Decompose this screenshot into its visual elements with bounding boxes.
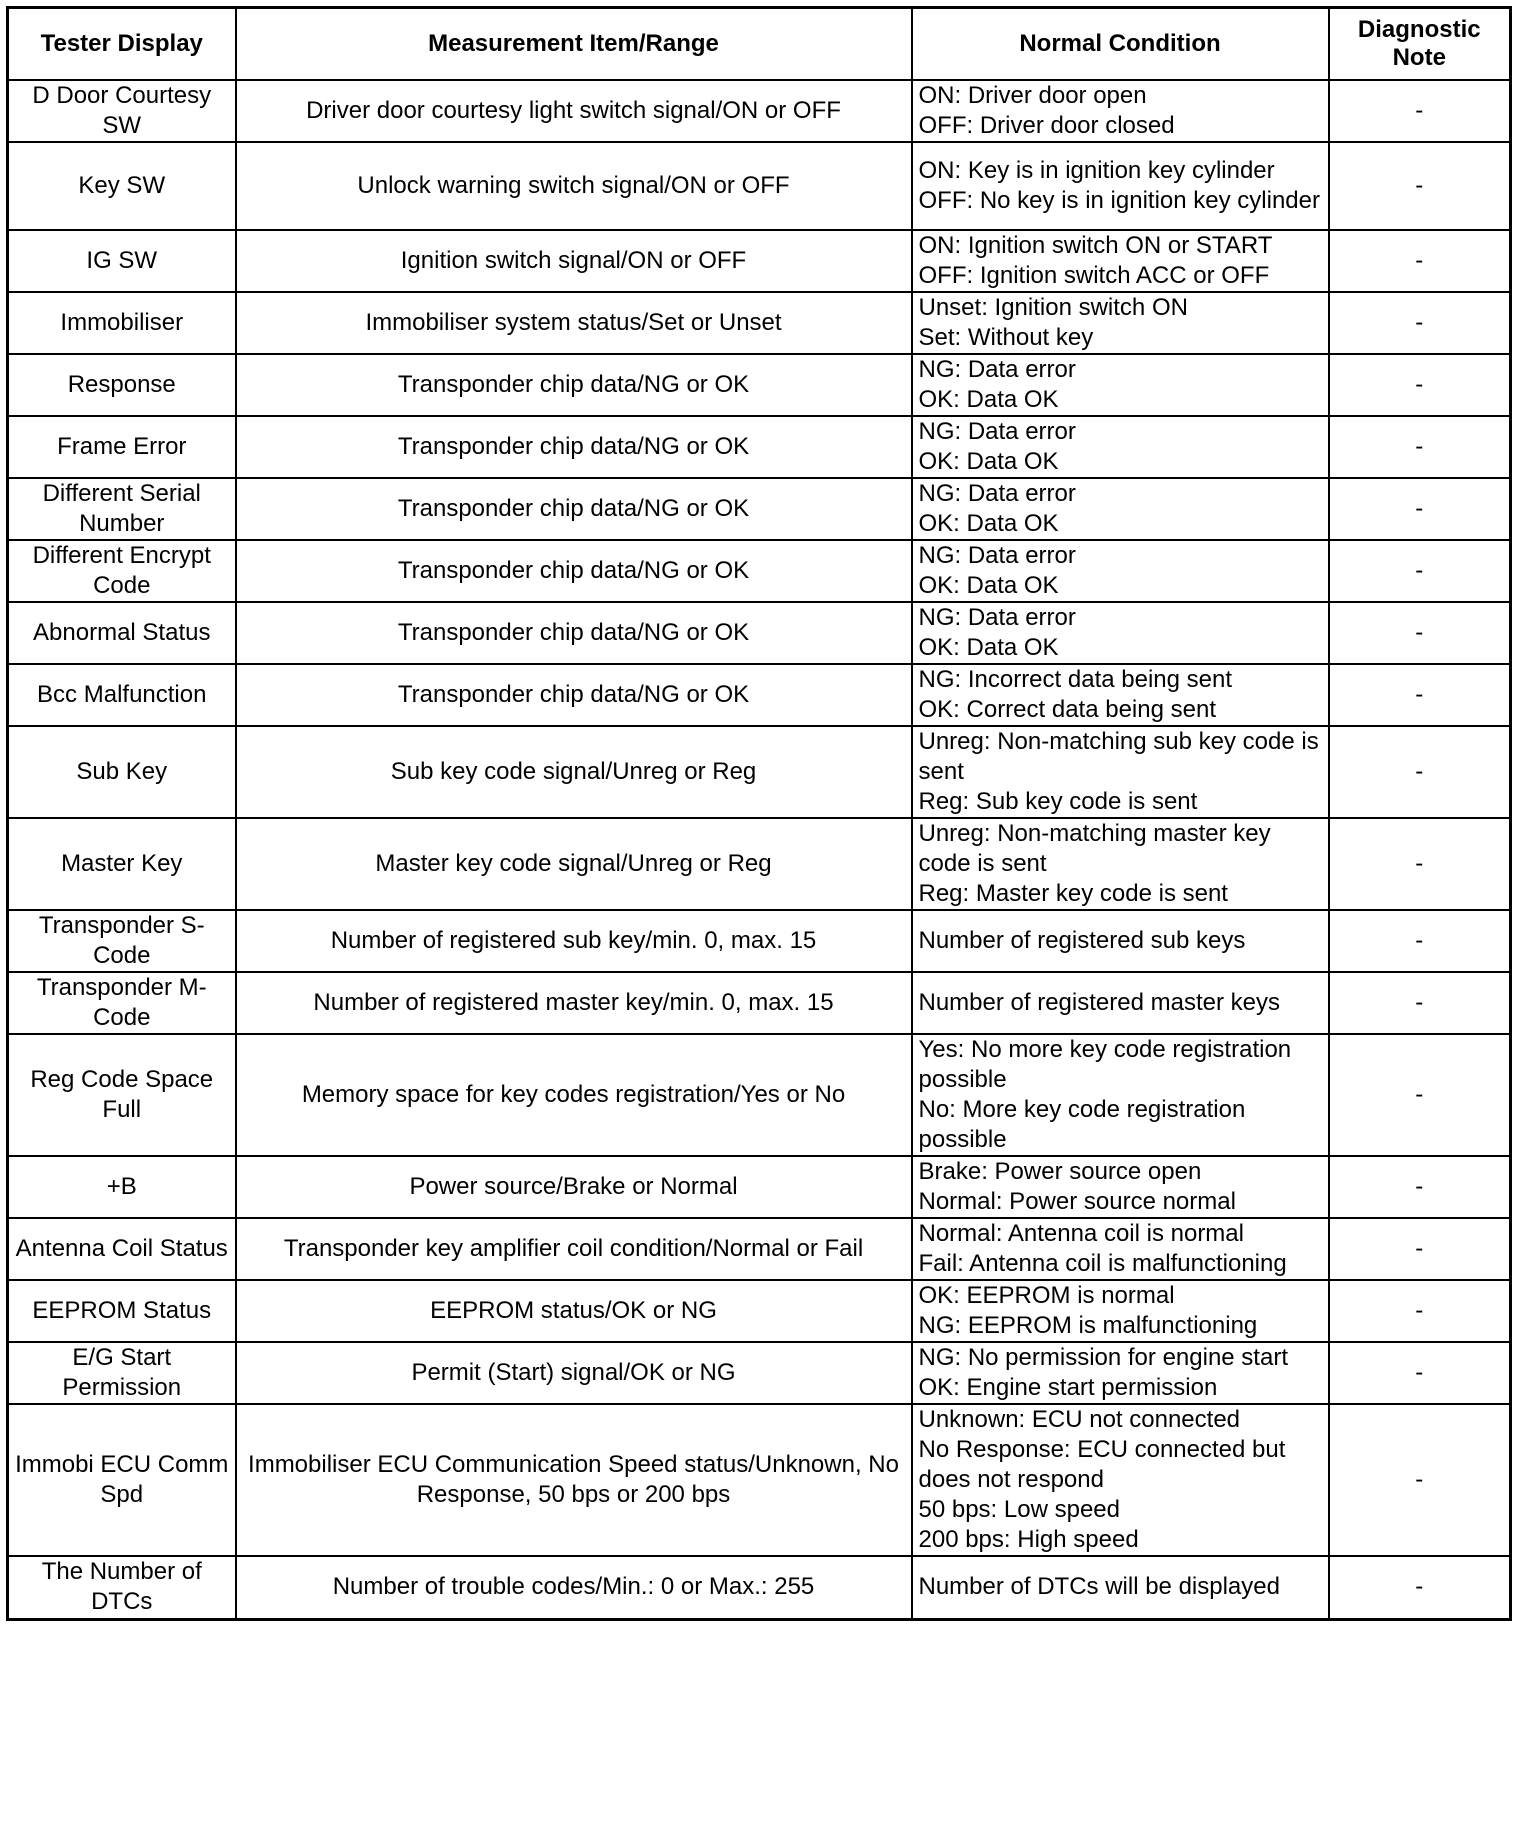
cell-normal-condition (912, 972, 1329, 1034)
normal-condition-line: NG: Data error (918, 542, 1076, 569)
cell-tester-display: Reg Code Space Full (8, 1034, 236, 1156)
table-row (8, 1342, 1511, 1404)
cell-diagnostic-note: - (1329, 540, 1511, 602)
cell-tester-display: IG SW (8, 230, 236, 292)
cell-measurement-item: Immobiliser system status/Set or Unset (236, 292, 912, 354)
normal-condition-line: Reg: Sub key code is sent (918, 788, 1198, 815)
cell-diagnostic-note: - (1329, 354, 1511, 416)
table-row (8, 540, 1511, 602)
header-diagnostic-note: Diagnostic Note (1329, 8, 1511, 81)
cell-measurement-item: Number of registered master key/min. 0, max. 15 (236, 972, 912, 1034)
cell-tester-display: Immobiliser (8, 292, 236, 354)
cell-measurement-item: Unlock warning switch signal/ON or OFF (236, 142, 912, 230)
cell-normal-condition (912, 292, 1329, 354)
cell-normal-condition (912, 80, 1329, 142)
table-row (8, 1218, 1511, 1280)
cell-measurement-item: Ignition switch signal/ON or OFF (236, 230, 912, 292)
normal-condition-line: NG: Data error (918, 418, 1076, 445)
normal-condition-line: Reg: Master key code is sent (918, 880, 1228, 907)
cell-normal-condition (912, 910, 1329, 972)
cell-diagnostic-note: - (1329, 1404, 1511, 1556)
normal-condition-line: NG: Data error (918, 604, 1076, 631)
cell-measurement-item: Number of trouble codes/Min.: 0 or Max.: 255 (236, 1556, 912, 1619)
normal-condition-line: Yes: No more key code registration possible (918, 1036, 1292, 1093)
normal-condition-line: OK: Data OK (918, 572, 1059, 599)
cell-measurement-item: Transponder chip data/NG or OK (236, 664, 912, 726)
normal-condition-line: ON: Driver door open (918, 82, 1147, 109)
cell-diagnostic-note: - (1329, 726, 1511, 818)
normal-condition-line: OFF: Ignition switch ACC or OFF (918, 262, 1270, 289)
cell-measurement-item: Number of registered sub key/min. 0, max. 15 (236, 910, 912, 972)
table-row (8, 354, 1511, 416)
cell-tester-display: Master Key (8, 818, 236, 910)
normal-condition-line: OK: Engine start permission (918, 1374, 1218, 1401)
cell-measurement-item: Transponder chip data/NG or OK (236, 478, 912, 540)
table-row (8, 142, 1511, 230)
cell-measurement-item: Transponder chip data/NG or OK (236, 540, 912, 602)
normal-condition-line: OK: Correct data being sent (918, 696, 1216, 723)
normal-condition-line: Unset: Ignition switch ON (918, 294, 1188, 321)
cell-diagnostic-note: - (1329, 1034, 1511, 1156)
cell-tester-display: Transponder S-Code (8, 910, 236, 972)
header-tester-display: Tester Display (8, 8, 236, 81)
table-row (8, 1156, 1511, 1218)
cell-measurement-item: Transponder chip data/NG or OK (236, 602, 912, 664)
cell-tester-display: The Number of DTCs (8, 1556, 236, 1619)
cell-normal-condition (912, 1218, 1329, 1280)
table-row (8, 1034, 1511, 1156)
cell-tester-display: Different Encrypt Code (8, 540, 236, 602)
cell-normal-condition (912, 1342, 1329, 1404)
cell-normal-condition (912, 1556, 1329, 1619)
normal-condition-line: NG: Data error (918, 480, 1076, 507)
cell-diagnostic-note: - (1329, 1156, 1511, 1218)
table-body (8, 80, 1511, 1619)
normal-condition-line: OFF: Driver door closed (918, 112, 1175, 139)
normal-condition-line: Number of registered master keys (918, 989, 1280, 1016)
cell-tester-display: Response (8, 354, 236, 416)
table-row (8, 664, 1511, 726)
cell-normal-condition (912, 540, 1329, 602)
table-row (8, 726, 1511, 818)
cell-normal-condition (912, 1280, 1329, 1342)
cell-diagnostic-note: - (1329, 1280, 1511, 1342)
normal-condition-line: NG: Data error (918, 356, 1076, 383)
cell-tester-display: E/G Start Permission (8, 1342, 236, 1404)
table-row (8, 1556, 1511, 1619)
cell-measurement-item: Sub key code signal/Unreg or Reg (236, 726, 912, 818)
normal-condition-line: OK: Data OK (918, 448, 1059, 475)
cell-diagnostic-note: - (1329, 142, 1511, 230)
cell-measurement-item: Transponder chip data/NG or OK (236, 416, 912, 478)
normal-condition-line: Number of registered sub keys (918, 927, 1246, 954)
normal-condition-line: 200 bps: High speed (918, 1526, 1139, 1553)
cell-diagnostic-note: - (1329, 818, 1511, 910)
cell-diagnostic-note: - (1329, 230, 1511, 292)
cell-normal-condition (912, 1156, 1329, 1218)
normal-condition-line: OK: Data OK (918, 386, 1059, 413)
normal-condition-line: No Response: ECU connected but does not respond (918, 1436, 1286, 1493)
cell-diagnostic-note: - (1329, 416, 1511, 478)
normal-condition-line: OK: Data OK (918, 634, 1059, 661)
cell-tester-display: Immobi ECU Comm Spd (8, 1404, 236, 1556)
cell-normal-condition (912, 416, 1329, 478)
table-row (8, 818, 1511, 910)
cell-diagnostic-note: - (1329, 1556, 1511, 1619)
normal-condition-line: Unreg: Non-matching sub key code is sent (918, 728, 1319, 785)
table-row (8, 1404, 1511, 1556)
normal-condition-line: Number of DTCs will be displayed (918, 1573, 1280, 1601)
table-row (8, 972, 1511, 1034)
cell-normal-condition (912, 1404, 1329, 1556)
cell-measurement-item: Driver door courtesy light switch signal/ON or OFF (236, 80, 912, 142)
cell-normal-condition (912, 664, 1329, 726)
cell-tester-display: Antenna Coil Status (8, 1218, 236, 1280)
normal-condition-line: NG: EEPROM is malfunctioning (918, 1312, 1258, 1339)
cell-diagnostic-note: - (1329, 1342, 1511, 1404)
cell-measurement-item: Transponder chip data/NG or OK (236, 354, 912, 416)
cell-normal-condition (912, 602, 1329, 664)
cell-tester-display: Different Serial Number (8, 478, 236, 540)
cell-diagnostic-note: - (1329, 80, 1511, 142)
data-list-table (6, 6, 1512, 1621)
cell-tester-display: EEPROM Status (8, 1280, 236, 1342)
cell-tester-display: Key SW (8, 142, 236, 230)
cell-normal-condition (912, 230, 1329, 292)
table-row (8, 478, 1511, 540)
cell-diagnostic-note: - (1329, 664, 1511, 726)
table-row (8, 416, 1511, 478)
cell-tester-display: Sub Key (8, 726, 236, 818)
cell-tester-display: D Door Courtesy SW (8, 80, 236, 142)
cell-measurement-item: Transponder key amplifier coil condition/Normal or Fail (236, 1218, 912, 1280)
normal-condition-line: OFF: No key is in ignition key cylinder (918, 187, 1320, 214)
cell-measurement-item: Immobiliser ECU Communication Speed status/Unknown, No Response, 50 bps or 200 bps (236, 1404, 912, 1556)
normal-condition-line: Set: Without key (918, 324, 1094, 351)
cell-tester-display: Transponder M-Code (8, 972, 236, 1034)
cell-diagnostic-note: - (1329, 602, 1511, 664)
normal-condition-line: NG: Incorrect data being sent (918, 666, 1232, 693)
cell-diagnostic-note: - (1329, 972, 1511, 1034)
normal-condition-line: Fail: Antenna coil is malfunctioning (918, 1250, 1287, 1277)
cell-normal-condition (912, 478, 1329, 540)
cell-diagnostic-note: - (1329, 292, 1511, 354)
normal-condition-line: ON: Key is in ignition key cylinder (918, 157, 1275, 184)
normal-condition-line: Brake: Power source open (918, 1158, 1202, 1185)
table-row (8, 602, 1511, 664)
table-row (8, 292, 1511, 354)
normal-condition-line: No: More key code registration possible (918, 1096, 1246, 1153)
normal-condition-line: NG: No permission for engine start (918, 1344, 1288, 1371)
cell-diagnostic-note: - (1329, 478, 1511, 540)
normal-condition-line: OK: Data OK (918, 510, 1059, 537)
normal-condition-line: Normal: Antenna coil is normal (918, 1220, 1244, 1247)
cell-measurement-item: EEPROM status/OK or NG (236, 1280, 912, 1342)
cell-measurement-item: Power source/Brake or Normal (236, 1156, 912, 1218)
cell-normal-condition (912, 818, 1329, 910)
cell-measurement-item: Memory space for key codes registration/Yes or No (236, 1034, 912, 1156)
normal-condition-line: OK: EEPROM is normal (918, 1282, 1175, 1309)
normal-condition-line: ON: Ignition switch ON or START (918, 232, 1273, 259)
table-row (8, 1280, 1511, 1342)
header-row (8, 8, 1511, 81)
header-normal-condition: Normal Condition (912, 8, 1329, 81)
normal-condition-line: Unreg: Non-matching master key code is sent (918, 820, 1271, 877)
cell-tester-display: Abnormal Status (8, 602, 236, 664)
normal-condition-line: Normal: Power source normal (918, 1188, 1236, 1215)
cell-normal-condition (912, 1034, 1329, 1156)
cell-normal-condition (912, 354, 1329, 416)
header-measurement-item: Measurement Item/Range (236, 8, 912, 81)
cell-tester-display: Frame Error (8, 416, 236, 478)
cell-measurement-item: Permit (Start) signal/OK or NG (236, 1342, 912, 1404)
cell-tester-display: Bcc Malfunction (8, 664, 236, 726)
cell-tester-display: +B (8, 1156, 236, 1218)
table-row (8, 230, 1511, 292)
normal-condition-line: Unknown: ECU not connected (918, 1406, 1241, 1433)
cell-diagnostic-note: - (1329, 1218, 1511, 1280)
cell-measurement-item: Master key code signal/Unreg or Reg (236, 818, 912, 910)
cell-diagnostic-note: - (1329, 910, 1511, 972)
cell-normal-condition (912, 726, 1329, 818)
normal-condition-line: 50 bps: Low speed (918, 1496, 1120, 1523)
cell-normal-condition (912, 142, 1329, 230)
table-row (8, 910, 1511, 972)
table-row (8, 80, 1511, 142)
data-list-sheet (6, 6, 1509, 1621)
